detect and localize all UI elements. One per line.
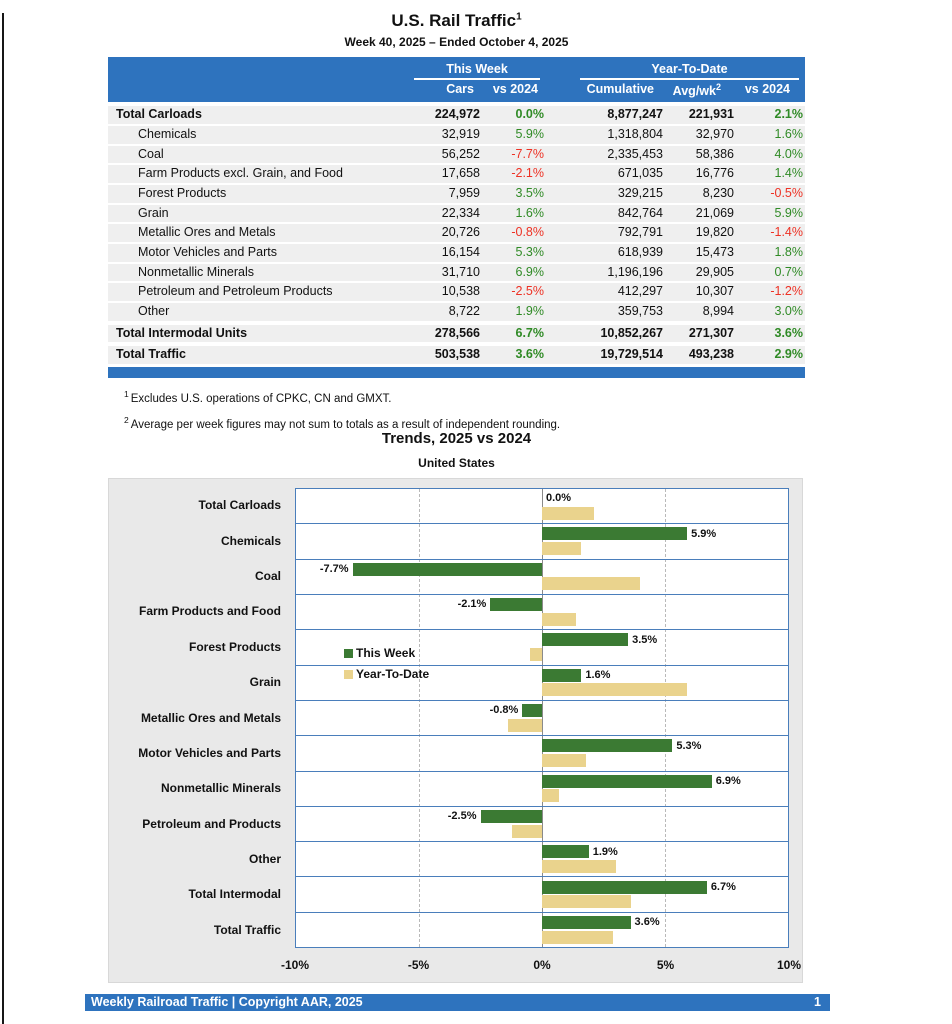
- cell-vs2024-week: 3.5%: [515, 186, 544, 201]
- cell-vs2024-ytd: -1.2%: [770, 284, 803, 299]
- col-header-vs2024-ytd: vs 2024: [744, 82, 790, 96]
- header-spacer: [546, 80, 574, 102]
- legend-item-year-to-date: Year-To-Date: [344, 667, 429, 681]
- year-to-date-bar: [542, 683, 687, 696]
- table-row: [108, 165, 805, 183]
- chart-band: [296, 842, 788, 877]
- cell-cumulative: 671,035: [617, 166, 663, 181]
- chart-legend: [344, 646, 429, 688]
- cell-spacer: [546, 304, 574, 319]
- cell-label: Forest Products: [138, 186, 227, 201]
- year-to-date-bar: [508, 719, 542, 732]
- chart-category-labels: [113, 488, 289, 948]
- cell-vs2024-ytd: 2.9%: [774, 347, 803, 362]
- cell-cumulative: 618,939: [617, 245, 663, 260]
- cell-vs2024-week: 1.9%: [515, 304, 544, 319]
- this-week-bar: [542, 881, 707, 894]
- cell-vs2024-week: 6.9%: [515, 264, 544, 279]
- this-week-bar: [522, 704, 542, 717]
- footer-bar: [85, 994, 830, 1011]
- cell-spacer: [546, 225, 574, 240]
- chart-category-label: Chemicals: [220, 533, 281, 548]
- cell-label: Motor Vehicles and Parts: [138, 245, 277, 260]
- cell-cars: 503,538: [434, 347, 480, 362]
- chart-category-label: Total Carloads: [198, 498, 281, 513]
- page-subtitle: Week 40, 2025 – Ended October 4, 2025: [344, 35, 569, 49]
- page-title: [108, 11, 805, 31]
- x-axis-tick-label: 5%: [656, 958, 675, 972]
- table-row: [108, 303, 805, 321]
- table-row: [108, 346, 805, 364]
- cell-cars: 56,252: [441, 146, 480, 161]
- chart-plot-area: [295, 488, 789, 948]
- cell-vs2024-week: 5.3%: [515, 245, 544, 260]
- chart-band: [296, 736, 788, 771]
- table-row: [108, 283, 805, 301]
- table-row: [108, 325, 805, 343]
- cell-label: Total Carloads: [116, 107, 202, 122]
- chart-category-label: Metallic Ores and Metals: [140, 710, 281, 725]
- cell-vs2024-ytd: 1.8%: [774, 245, 803, 260]
- col-header-cars: Cars: [446, 82, 474, 96]
- this-week-bar: [542, 527, 687, 540]
- chart-band: [296, 701, 788, 736]
- cell-cumulative: 19,729,514: [600, 347, 663, 362]
- cell-vs2024-ytd: 2.1%: [774, 107, 803, 122]
- x-axis-tick-label: -5%: [407, 958, 430, 972]
- cell-label: Coal: [138, 146, 164, 161]
- cell-vs2024-week: -2.1%: [511, 166, 544, 181]
- table-row: [108, 244, 805, 262]
- year-to-date-bar: [542, 860, 616, 873]
- bar-data-label: -2.1%: [457, 598, 487, 611]
- cell-cars: 20,726: [441, 225, 480, 240]
- cell-avg-wk: 32,970: [695, 127, 734, 142]
- chart-title: Trends, 2025 vs 2024: [381, 430, 532, 447]
- trends-chart: [108, 478, 803, 983]
- group-header-year-to-date: Year-To-Date: [574, 60, 805, 80]
- legend-item-this-week: This Week: [344, 646, 429, 660]
- cell-spacer: [546, 127, 574, 142]
- bar-data-label: 3.5%: [632, 633, 658, 646]
- cell-vs2024-ytd: 1.6%: [774, 127, 803, 142]
- cell-avg-wk: 271,307: [688, 325, 734, 340]
- footer-page-number: 1: [814, 995, 821, 1009]
- bar-data-label: -0.8%: [489, 704, 519, 717]
- cell-avg-wk: 21,069: [695, 205, 734, 220]
- chart-category-label: Coal: [254, 568, 281, 583]
- table-row: [108, 224, 805, 242]
- cell-cumulative: 329,215: [617, 186, 663, 201]
- this-week-bar: [542, 739, 672, 752]
- cell-label: Grain: [138, 205, 169, 220]
- cell-spacer: [546, 326, 574, 341]
- year-to-date-bar: [530, 648, 542, 661]
- cell-avg-wk: 15,473: [695, 245, 734, 260]
- this-week-bar: [542, 775, 712, 788]
- cell-spacer: [546, 186, 574, 201]
- table-header: [108, 57, 805, 102]
- cell-cars: 8,722: [448, 304, 480, 319]
- chart-band: [296, 807, 788, 842]
- cell-cars: 224,972: [434, 107, 480, 122]
- footnotes: [124, 384, 560, 436]
- table-bottom-bar: [108, 367, 805, 378]
- cell-spacer: [546, 107, 574, 122]
- cell-cumulative: 842,764: [617, 205, 663, 220]
- year-to-date-bar: [542, 754, 586, 767]
- year-to-date-bar: [542, 613, 576, 626]
- cell-vs2024-ytd: 0.7%: [774, 264, 803, 279]
- cell-avg-wk: 19,820: [695, 225, 734, 240]
- cell-cumulative: 412,297: [617, 284, 663, 299]
- cell-cars: 278,566: [434, 325, 480, 340]
- bar-data-label: 6.7%: [710, 880, 736, 893]
- cell-label: Chemicals: [138, 127, 197, 142]
- cell-cumulative: 8,877,247: [607, 107, 663, 122]
- chart-category-label: Petroleum and Products: [142, 816, 281, 831]
- chart-category-label: Grain: [249, 675, 281, 690]
- table-body: [108, 106, 805, 364]
- cell-cars: 32,919: [441, 127, 480, 142]
- col-header-cumulative: Cumulative: [586, 82, 654, 96]
- header-spacer: [108, 80, 408, 102]
- cell-spacer: [546, 265, 574, 280]
- cell-vs2024-week: 1.6%: [515, 205, 544, 220]
- cell-avg-wk: 8,994: [702, 304, 734, 319]
- cell-avg-wk: 8,230: [702, 186, 734, 201]
- this-week-bar: [353, 563, 542, 576]
- cell-spacer: [546, 147, 574, 162]
- x-axis-tick-label: -10%: [280, 958, 310, 972]
- cell-cumulative: 1,318,804: [607, 127, 663, 142]
- this-week-bar: [490, 598, 542, 611]
- cell-vs2024-week: -2.5%: [511, 284, 544, 299]
- cell-cars: 31,710: [441, 264, 480, 279]
- cell-label: Metallic Ores and Metals: [138, 225, 276, 240]
- cell-cars: 10,538: [441, 284, 480, 299]
- x-axis-tick-label: 10%: [776, 958, 802, 972]
- cell-vs2024-ytd: 4.0%: [774, 146, 803, 161]
- year-to-date-swatch: [344, 670, 353, 679]
- year-to-date-bar: [542, 542, 581, 555]
- this-week-bar: [542, 845, 589, 858]
- footer-text: Weekly Railroad Traffic | Copyright AAR, 2025: [91, 995, 363, 1009]
- chart-band: [296, 877, 788, 912]
- chart-category-label: Total Traffic: [213, 922, 281, 937]
- table-row: [108, 146, 805, 164]
- cell-avg-wk: 221,931: [688, 107, 734, 122]
- table-row: [108, 185, 805, 203]
- table-row: [108, 264, 805, 282]
- cell-spacer: [546, 347, 574, 362]
- cell-vs2024-ytd: -1.4%: [770, 225, 803, 240]
- bar-data-label: 3.6%: [634, 916, 660, 929]
- table-row: [108, 126, 805, 144]
- cell-label: Petroleum and Petroleum Products: [138, 284, 333, 299]
- cell-cumulative: 1,196,196: [607, 264, 663, 279]
- col-header-avg-wk: Avg/$wk^2$: [672, 82, 721, 99]
- year-to-date-bar: [542, 931, 613, 944]
- cell-vs2024-week: -0.8%: [511, 225, 544, 240]
- cell-avg-wk: 493,238: [688, 347, 734, 362]
- chart-band: [296, 560, 788, 595]
- bar-data-label: 5.9%: [691, 527, 717, 540]
- cell-vs2024-ytd: 3.6%: [774, 325, 803, 340]
- chart-category-label: Forest Products: [188, 639, 281, 654]
- cell-label: Nonmetallic Minerals: [138, 264, 255, 279]
- this-week-swatch: [344, 649, 353, 658]
- cell-label: Other: [138, 304, 170, 319]
- cell-vs2024-ytd: 3.0%: [774, 304, 803, 319]
- bar-data-label: 1.9%: [592, 845, 618, 858]
- chart-category-label: Nonmetallic Minerals: [160, 781, 281, 796]
- cell-cumulative: 10,852,267: [600, 325, 663, 340]
- page-title-text: U.S. Rail Traffic: [391, 11, 517, 30]
- cell-avg-wk: 58,386: [695, 146, 734, 161]
- page-left-edge: [2, 13, 4, 1024]
- cell-vs2024-ytd: -0.5%: [770, 186, 803, 201]
- year-to-date-bar: [542, 895, 631, 908]
- cell-spacer: [546, 245, 574, 260]
- footnote-2: $^2$ Average per week figures may not sum to totals as a result of independent rounding.: [124, 414, 561, 431]
- year-to-date-bar: [542, 577, 640, 590]
- chart-category-label: Other: [248, 852, 281, 867]
- bar-data-label: -2.5%: [447, 810, 477, 823]
- cell-spacer: [546, 166, 574, 181]
- cell-label: Total Intermodal Units: [116, 325, 248, 340]
- bar-data-label: 0.0%: [546, 492, 572, 505]
- cell-label: Total Traffic: [116, 347, 186, 362]
- cell-vs2024-ytd: 1.4%: [774, 166, 803, 181]
- cell-spacer: [546, 284, 574, 299]
- cell-vs2024-ytd: 5.9%: [774, 205, 803, 220]
- bar-data-label: 1.6%: [585, 668, 611, 681]
- chart-subtitle: United States: [418, 456, 495, 470]
- cell-vs2024-week: 0.0%: [515, 107, 544, 122]
- chart-band: [296, 772, 788, 807]
- group-header-this-week: This Week: [408, 60, 546, 80]
- chart-band: [296, 489, 788, 524]
- cell-spacer: [546, 206, 574, 221]
- this-week-bar: [542, 633, 628, 646]
- chart-category-label: Motor Vehicles and Parts: [138, 745, 281, 760]
- footnote-1: $^1$ Excludes U.S. operations of CPKC, CN and GMXT.: [124, 389, 392, 405]
- rail-traffic-table: [108, 57, 805, 378]
- cell-avg-wk: 16,776: [695, 166, 734, 181]
- col-header-vs2024-week: vs 2024: [492, 82, 538, 96]
- chart-band: [296, 595, 788, 630]
- this-week-bar: [481, 810, 543, 823]
- cell-cumulative: 359,753: [617, 304, 663, 319]
- cell-avg-wk: 10,307: [695, 284, 734, 299]
- cell-cars: 17,658: [441, 166, 480, 181]
- cell-cumulative: 2,335,453: [607, 146, 663, 161]
- cell-cumulative: 792,791: [617, 225, 663, 240]
- chart-band: [296, 913, 788, 947]
- cell-vs2024-week: 3.6%: [515, 347, 544, 362]
- cell-avg-wk: 29,905: [695, 264, 734, 279]
- chart-band: [296, 524, 788, 559]
- year-to-date-bar: [542, 507, 594, 520]
- cell-cars: 7,959: [448, 186, 480, 201]
- x-axis-tick-label: 0%: [533, 958, 551, 972]
- table-row: [108, 106, 805, 124]
- cell-label: Farm Products excl. Grain, and Food: [138, 166, 343, 181]
- year-to-date-bar: [512, 825, 542, 838]
- chart-category-label: Total Intermodal: [188, 887, 281, 902]
- table-row: [108, 205, 805, 223]
- this-week-bar: [542, 916, 631, 929]
- bar-data-label: -7.7%: [319, 563, 349, 576]
- this-week-bar: [542, 669, 581, 682]
- year-to-date-bar: [542, 789, 559, 802]
- bar-data-label: 5.3%: [676, 739, 702, 752]
- cell-cars: 16,154: [441, 245, 480, 260]
- bar-data-label: 6.9%: [715, 774, 741, 787]
- chart-x-axis: [280, 956, 802, 976]
- page-title-footnote-marker: 1: [516, 11, 522, 23]
- cell-vs2024-week: -7.7%: [511, 146, 544, 161]
- cell-cars: 22,334: [441, 205, 480, 220]
- cell-vs2024-week: 5.9%: [515, 127, 544, 142]
- cell-vs2024-week: 6.7%: [515, 325, 544, 340]
- chart-category-label: Farm Products and Food: [138, 604, 281, 619]
